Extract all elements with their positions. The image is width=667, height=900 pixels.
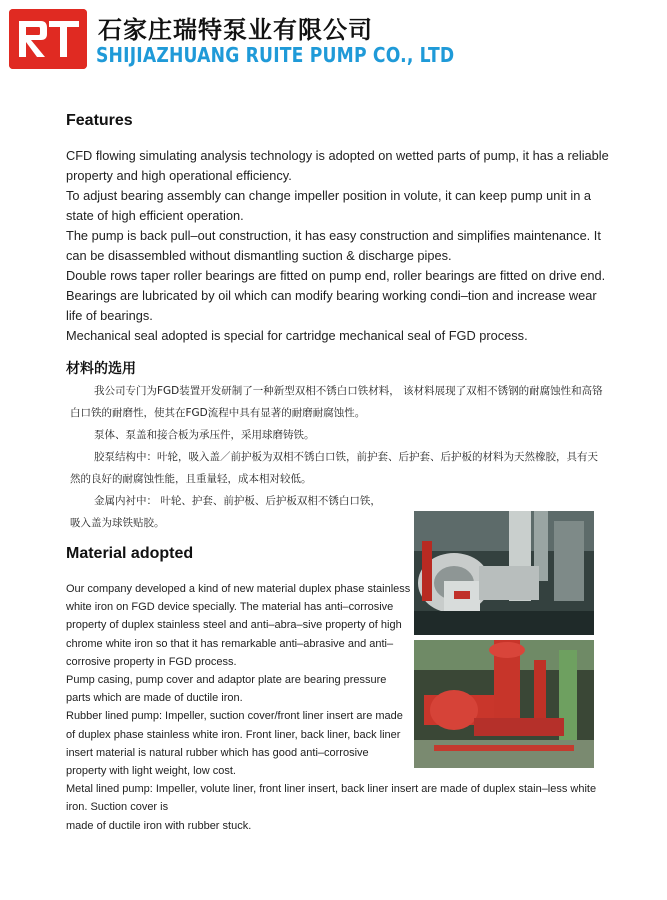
material-adopted-title: Material adopted <box>66 545 194 562</box>
material-paragraph: made of ductile iron with rubber stuck. <box>66 819 252 832</box>
material-paragraph: Rubber lined pump: Impeller, suction cover/front liner insert are made of duplex phase stainless white iron. Front liner, back liner, back liner insert material is natural rubber which has good anti–corrosive property with light weight, low cost. <box>66 710 403 778</box>
cn-paragraph: 我公司专门为FGD装置开发研制了一种新型双相不锈白口铁材料， 该材料展现了双相不锈钢的耐腐蚀性和高铬白口铁的耐磨性，使其在FGD流程中具有显著的耐磨耐腐蚀性。 <box>70 385 603 419</box>
cn-paragraph: 泵体、泵盖和接合板为承压件，采用球磨铸铁。 <box>94 429 315 441</box>
company-name-en: SHIJIAZHUANG RUITE PUMP CO., LTD <box>96 43 455 67</box>
feature-paragraph: Double rows taper roller bearings are fitted on pump end, roller bearings are fitted on drive end. Bearings are lubricated by oil which can modify bearing working condi–tion and increase wear life of bearings. <box>66 268 606 323</box>
company-name-cn: 石家庄瑞特泵业有限公司 <box>98 16 373 44</box>
cn-paragraph: 金属内衬中： 叶轮、护套、前护板、后护板双相不锈白口铁， <box>94 495 381 507</box>
materials-cn-title: 材料的选用 <box>66 361 136 377</box>
cn-paragraph: 吸入盖为球铁贴胶。 <box>70 517 165 529</box>
feature-paragraph: Mechanical seal adopted is special for cartridge mechanical seal of FGD process. <box>66 328 528 343</box>
pump-installation-photo <box>414 511 594 635</box>
feature-paragraph: CFD flowing simulating analysis technology is adopted on wetted parts of pump, it has a reliable property and high operational efficiency. <box>66 148 609 183</box>
feature-paragraph: To adjust bearing assembly can change impeller position in volute, it can keep pump unit in a state of high efficient operation. <box>66 188 591 223</box>
features-list <box>66 146 614 346</box>
features-title: Features <box>66 112 133 129</box>
company-logo <box>9 9 87 69</box>
feature-paragraph: The pump is back pull–out construction, it has easy construction and simplifies maintenance. It can be disassembled without dismantling suction & discharge pipes. <box>66 228 601 263</box>
cn-paragraph: 胶泵结构中：叶轮，吸入盖／前护板为双相不锈白口铁，前护套、后护套、后护板的材料为天然橡胶，具有天然的良好的耐腐蚀性能，且重量轻，成本相对较低。 <box>70 451 598 485</box>
material-paragraph: Metal lined pump: Impeller, volute liner, front liner insert, back liner insert are made of duplex stain–less white iron. Suction cover is <box>66 783 597 814</box>
material-paragraph: Pump casing, pump cover and adaptor plate are bearing pressure parts which are made of ductile iron. <box>66 674 387 705</box>
pump-station-photo <box>414 640 594 768</box>
rt-logo-icon <box>9 9 87 69</box>
material-paragraph: Our company developed a kind of new material duplex phase stainless white iron on FGD device specially. The material has anti–corrosive property of duplex stainless steel and anti–abra–sive property of high chrome white iron so that it has remarkable anti–abrasive and anti–corrosive property in FGD process. <box>66 583 411 668</box>
